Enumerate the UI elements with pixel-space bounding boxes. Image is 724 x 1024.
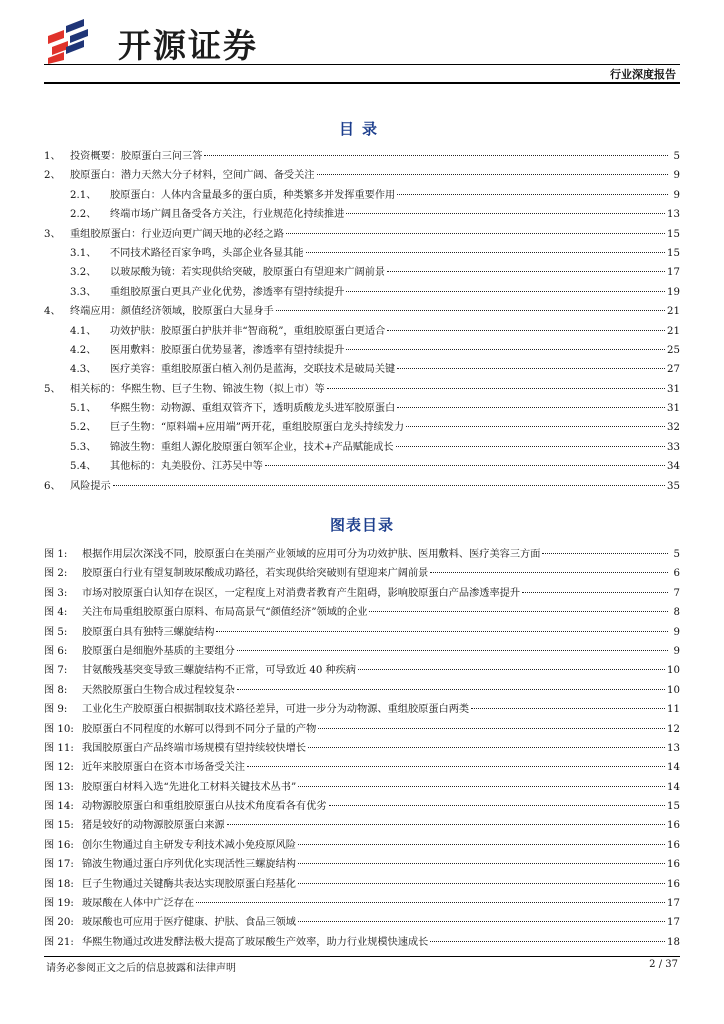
figure-entry[interactable] bbox=[44, 797, 680, 816]
figure-entry-title: 锦波生物通过蛋白序列优化实现活性三螺旋结构 bbox=[82, 859, 296, 871]
toc-entry-num: 4.2、 bbox=[70, 344, 97, 356]
figure-entry-page: 16 bbox=[667, 839, 680, 851]
toc-entry-page: 31 bbox=[667, 383, 680, 395]
toc-entry-title: 其他标的：丸美股份、江苏吴中等 bbox=[110, 461, 263, 473]
toc-entry-num: 4.3、 bbox=[70, 364, 97, 376]
dot-leader bbox=[298, 921, 665, 922]
dot-leader bbox=[387, 271, 665, 272]
toc-title: 目录 bbox=[338, 120, 385, 138]
toc-entry-title: 功效护肤：胶原蛋白护肤并非“智商税”，重组胶原蛋白更适合 bbox=[110, 325, 386, 337]
dot-leader bbox=[522, 592, 668, 593]
toc-entry-page: 5 bbox=[673, 151, 680, 162]
toc-entry-title: 终端市场广阔且备受各方关注，行业规范化持续推进 bbox=[110, 209, 345, 221]
dot-leader bbox=[298, 844, 665, 845]
dot-leader bbox=[113, 485, 665, 486]
figure-entry-title: 创尔生物通过自主研发专利技术减小免疫原风险 bbox=[82, 839, 296, 851]
disclaimer-note: 请务必参阅正文之后的信息披露和法律声明 bbox=[46, 963, 236, 974]
figure-entry-title: 动物源胶原蛋白和重组胶原蛋白从技术角度看各有优劣 bbox=[82, 801, 327, 813]
toc-entry-num: 5.3、 bbox=[70, 441, 97, 453]
toc-entry-num: 2、 bbox=[44, 170, 61, 182]
toc-entry-title: 医用敷料：胶原蛋白优势显著，渗透率有望持续提升 bbox=[110, 344, 345, 356]
figure-entry[interactable] bbox=[44, 739, 680, 758]
figure-entry-title: 胶原蛋白材料入选“先进化工材料关键技术丛书” bbox=[82, 781, 297, 793]
dot-leader bbox=[227, 824, 665, 825]
figure-entry-title: 我国胶原蛋白产品终端市场规模有望持续较快增长 bbox=[82, 742, 307, 754]
toc-entry-page: 9 bbox=[673, 189, 680, 201]
toc-entry-num: 4、 bbox=[44, 306, 61, 318]
figure-entry-num: 图 20: bbox=[44, 917, 74, 929]
toc-entry-title: 风险提示 bbox=[70, 480, 111, 492]
figure-entry-page: 17 bbox=[667, 898, 680, 910]
figure-entry-title: 天然胶原蛋白生物合成过程较复杂 bbox=[82, 684, 235, 696]
figure-entry[interactable] bbox=[44, 720, 680, 739]
toc-entry-title: 锦波生物：重组人源化胶原蛋白领军企业，技术+产品赋能成长 bbox=[110, 441, 394, 453]
toc-entry[interactable] bbox=[44, 457, 680, 476]
figure-entry-title: 工业化生产胶原蛋白根据制取技术路径差异，可进一步分为动物源、重组胶原蛋白两类 bbox=[82, 704, 470, 716]
toc-entry-num: 5.4、 bbox=[70, 461, 97, 473]
page-number: 2 / 37 bbox=[649, 959, 678, 970]
figure-entry[interactable] bbox=[44, 913, 680, 932]
figure-entry[interactable] bbox=[44, 603, 680, 622]
figure-entry-page: 13 bbox=[667, 742, 680, 754]
toc-entry-num: 5、 bbox=[44, 383, 61, 395]
toc-entry-num: 6、 bbox=[44, 480, 61, 492]
dot-leader bbox=[358, 669, 665, 670]
toc-entry[interactable] bbox=[44, 186, 680, 205]
toc-entry[interactable] bbox=[44, 438, 680, 457]
toc-entry-title: 胶原蛋白：潜力天然大分子材料，空间广阔、备受关注 bbox=[70, 170, 315, 182]
dot-leader bbox=[237, 650, 668, 651]
figure-entry-page: 16 bbox=[667, 859, 680, 871]
header-divider bbox=[44, 64, 680, 65]
dot-leader bbox=[237, 689, 665, 690]
figure-entry-page: 14 bbox=[667, 781, 680, 793]
dot-leader bbox=[196, 902, 665, 903]
toc-entry-page: 19 bbox=[667, 286, 680, 298]
toc-entry[interactable] bbox=[44, 263, 680, 282]
toc-entry-page: 33 bbox=[667, 441, 680, 453]
dot-leader bbox=[369, 611, 668, 612]
figure-entry[interactable] bbox=[44, 758, 680, 777]
dot-leader bbox=[327, 388, 665, 389]
toc-entry[interactable] bbox=[44, 477, 680, 496]
dot-leader bbox=[329, 805, 666, 806]
toc-entry-page: 32 bbox=[667, 422, 680, 434]
dot-leader bbox=[276, 310, 665, 311]
figure-entry[interactable] bbox=[44, 778, 680, 797]
figure-entry-num: 图 16: bbox=[44, 839, 74, 851]
brand-logo bbox=[44, 14, 284, 70]
figure-entry[interactable] bbox=[44, 584, 680, 603]
figure-entry-num: 图 18: bbox=[44, 878, 74, 890]
toc-entry-num: 3.3、 bbox=[70, 286, 97, 298]
dot-leader bbox=[397, 194, 668, 195]
dot-leader bbox=[204, 155, 668, 156]
footer-divider bbox=[44, 956, 680, 957]
toc-entry[interactable] bbox=[44, 205, 680, 224]
figure-entry[interactable] bbox=[44, 816, 680, 835]
figure-entry-num: 图 6: bbox=[44, 645, 68, 657]
dot-leader bbox=[397, 368, 665, 369]
toc-entry-title: 不同技术路径百家争鸣，头部企业各显其能 bbox=[110, 247, 304, 259]
toc-entry[interactable] bbox=[44, 418, 680, 437]
toc-entry-title: 医疗美容：重组胶原蛋白植入剂仍是蓝海，交联技术是破局关键 bbox=[110, 364, 396, 376]
figure-entry-title: 胶原蛋白行业有望复制玻尿酸成功路径，若实现供给突破则有望迎来广阔前景 bbox=[82, 568, 429, 580]
figure-entry-num: 图 14: bbox=[44, 801, 74, 813]
brand-name: 开源证券 bbox=[118, 26, 258, 65]
figure-list bbox=[44, 545, 680, 952]
figure-entry-num: 图 17: bbox=[44, 859, 74, 871]
dot-leader bbox=[397, 407, 665, 408]
toc-entry-page: 34 bbox=[667, 461, 680, 473]
figure-entry-page: 9 bbox=[673, 645, 680, 657]
figure-entry[interactable] bbox=[44, 875, 680, 894]
figure-entry-page: 16 bbox=[667, 820, 680, 832]
figure-entry-num: 图 4: bbox=[44, 607, 68, 619]
figure-entry-page: 14 bbox=[667, 762, 680, 774]
figure-entry-page: 11 bbox=[667, 704, 680, 716]
figure-entry-num: 图 15: bbox=[44, 820, 74, 832]
figure-entry-title: 猪是较好的动物源胶原蛋白来源 bbox=[82, 820, 225, 832]
toc-entry-page: 31 bbox=[667, 403, 680, 415]
figure-entry[interactable] bbox=[44, 933, 680, 952]
report-type-label: 行业深度报告 bbox=[610, 68, 676, 81]
toc-entry-page: 21 bbox=[667, 325, 680, 337]
toc-entry-title: 重组胶原蛋白更具产业化优势，渗透率有望持续提升 bbox=[110, 286, 345, 298]
figure-entry-page: 8 bbox=[673, 607, 680, 619]
toc-entry-page: 21 bbox=[667, 306, 680, 318]
dot-leader bbox=[317, 174, 669, 175]
figure-entry-num: 图 2: bbox=[44, 568, 68, 580]
header-divider-thick bbox=[44, 82, 680, 84]
dot-leader bbox=[406, 426, 665, 427]
toc-entry[interactable] bbox=[44, 360, 680, 379]
figure-entry-num: 图 13: bbox=[44, 781, 74, 793]
toc-entry-page: 35 bbox=[667, 480, 680, 492]
figure-entry-num: 图 11: bbox=[44, 742, 74, 754]
toc-entry-page: 9 bbox=[673, 170, 680, 182]
toc-entry-page: 15 bbox=[667, 247, 680, 259]
toc-entry[interactable] bbox=[44, 302, 680, 321]
figure-entry-page: 16 bbox=[667, 878, 680, 890]
figure-entry-title: 胶原蛋白具有独特三螺旋结构 bbox=[82, 626, 215, 638]
figure-entry-title: 甘氨酸残基突变导致三螺旋结构不正常，可导致近 40 种疾病 bbox=[82, 665, 357, 677]
toc-entry[interactable] bbox=[44, 225, 680, 244]
figure-entry[interactable] bbox=[44, 564, 680, 583]
toc-entry[interactable] bbox=[44, 399, 680, 418]
figure-entry-page: 15 bbox=[667, 801, 680, 813]
toc-entry-page: 27 bbox=[667, 364, 680, 376]
toc-entry-title: 华熙生物：动物源、重组双管齐下，透明质酸龙头进军胶原蛋白 bbox=[110, 403, 396, 415]
figure-entry-title: 华熙生物通过改进发酵法极大提高了玻尿酸生产效率，助力行业规模快速成长 bbox=[82, 936, 429, 948]
figure-entry-title: 巨子生物通过关键酶共表达实现胶原蛋白羟基化 bbox=[82, 878, 296, 890]
dot-leader bbox=[387, 330, 665, 331]
dot-leader bbox=[346, 291, 665, 292]
toc-list bbox=[44, 147, 680, 496]
toc-entry-title: 巨子生物：“原料端+应用端”两开花，重组胶原蛋白龙头持续发力 bbox=[110, 422, 405, 434]
figure-entry-num: 图 3: bbox=[44, 587, 68, 599]
figure-entry[interactable] bbox=[44, 623, 680, 642]
toc-entry-title: 投资概要：胶原蛋白三问三答 bbox=[70, 151, 203, 162]
dot-leader bbox=[265, 465, 665, 466]
dot-leader bbox=[298, 863, 665, 864]
figure-entry-num: 图 10: bbox=[44, 723, 74, 735]
dot-leader bbox=[542, 553, 668, 554]
toc-entry-page: 17 bbox=[667, 267, 680, 279]
dot-leader bbox=[216, 631, 668, 632]
toc-entry-num: 5.2、 bbox=[70, 422, 97, 434]
dot-leader bbox=[346, 349, 665, 350]
toc-entry-num: 4.1、 bbox=[70, 325, 97, 337]
toc-entry-num: 3、 bbox=[44, 228, 61, 240]
figure-entry-title: 玻尿酸也可应用于医疗健康、护肤、食品三领域 bbox=[82, 917, 296, 929]
toc-entry-title: 胶原蛋白：人体内含量最多的蛋白质，种类繁多并发挥重要作用 bbox=[110, 189, 396, 201]
toc-entry-num: 1、 bbox=[44, 151, 61, 162]
figure-entry-num: 图 21: bbox=[44, 936, 74, 948]
dot-leader bbox=[318, 728, 665, 729]
figure-list-title: 图表目录 bbox=[329, 516, 394, 534]
toc-entry-title: 重组胶原蛋白：行业迈向更广阔天地的必经之路 bbox=[70, 228, 284, 240]
figure-entry[interactable] bbox=[44, 700, 680, 719]
figure-entry[interactable] bbox=[44, 855, 680, 874]
figure-entry-num: 图 1: bbox=[44, 549, 68, 560]
toc-entry-num: 5.1、 bbox=[70, 403, 97, 415]
figure-entry-page: 5 bbox=[673, 549, 680, 560]
brand-mark-icon bbox=[44, 14, 110, 64]
dot-leader bbox=[430, 941, 665, 942]
figure-entry-page: 17 bbox=[667, 917, 680, 929]
toc-entry-num: 3.2、 bbox=[70, 267, 97, 279]
toc-entry-page: 13 bbox=[667, 209, 680, 221]
figure-entry[interactable] bbox=[44, 545, 680, 564]
figure-entry-title: 关注布局重组胶原蛋白原料、布局高景气“颜值经济”领域的企业 bbox=[82, 607, 368, 619]
toc-entry-page: 25 bbox=[667, 344, 680, 356]
figure-entry-title: 根据作用层次深浅不同，胶原蛋白在美丽产业领域的应用可分为功效护肤、医用敷料、医疗美容三方面 bbox=[82, 549, 541, 560]
dot-leader bbox=[286, 233, 665, 234]
figure-entry-page: 10 bbox=[667, 684, 680, 696]
figure-entry-num: 图 19: bbox=[44, 898, 74, 910]
figure-entry[interactable] bbox=[44, 642, 680, 661]
figure-entry-page: 7 bbox=[673, 587, 680, 599]
dot-leader bbox=[306, 252, 665, 253]
figure-entry-title: 胶原蛋白是细胞外基质的主要组分 bbox=[82, 645, 235, 657]
figure-entry-num: 图 7: bbox=[44, 665, 68, 677]
figure-entry[interactable] bbox=[44, 661, 680, 680]
toc-entry[interactable] bbox=[44, 147, 680, 166]
toc-entry-page: 15 bbox=[667, 228, 680, 240]
toc-entry-num: 2.1、 bbox=[70, 189, 97, 201]
figure-entry-page: 9 bbox=[673, 626, 680, 638]
dot-leader bbox=[298, 883, 665, 884]
figure-entry-page: 12 bbox=[667, 723, 680, 735]
dot-leader bbox=[471, 708, 665, 709]
figure-entry-title: 近年来胶原蛋白在资本市场备受关注 bbox=[82, 762, 245, 774]
dot-leader bbox=[430, 572, 668, 573]
figure-entry-page: 18 bbox=[667, 936, 680, 948]
figure-entry-num: 图 9: bbox=[44, 704, 68, 716]
figure-entry-title: 玻尿酸在人体中广泛存在 bbox=[82, 898, 195, 910]
figure-entry-page: 6 bbox=[673, 568, 680, 580]
dot-leader bbox=[396, 446, 665, 447]
figure-entry-num: 图 5: bbox=[44, 626, 68, 638]
figure-entry[interactable] bbox=[44, 894, 680, 913]
figure-entry-title: 胶原蛋白不同程度的水解可以得到不同分子量的产物 bbox=[82, 723, 317, 735]
dot-leader bbox=[346, 213, 665, 214]
toc-entry[interactable] bbox=[44, 283, 680, 302]
figure-entry-num: 图 8: bbox=[44, 684, 68, 696]
figure-entry[interactable] bbox=[44, 836, 680, 855]
toc-entry-title: 相关标的：华熙生物、巨子生物、锦波生物（拟上市）等 bbox=[70, 383, 325, 395]
toc-entry[interactable] bbox=[44, 322, 680, 341]
figure-entry-num: 图 12: bbox=[44, 762, 74, 774]
toc-entry[interactable] bbox=[44, 166, 680, 185]
figure-entry-title: 市场对胶原蛋白认知存在误区，一定程度上对消费者教育产生阻碍，影响胶原蛋白产品渗透率提升 bbox=[82, 587, 521, 599]
dot-leader bbox=[308, 747, 665, 748]
figure-entry-page: 10 bbox=[667, 665, 680, 677]
toc-entry-num: 2.2、 bbox=[70, 209, 97, 221]
dot-leader bbox=[247, 766, 665, 767]
figure-entry[interactable] bbox=[44, 681, 680, 700]
toc-entry-num: 3.1、 bbox=[70, 247, 97, 259]
toc-entry[interactable] bbox=[44, 380, 680, 399]
toc-entry-title: 以玻尿酸为镜：若实现供给突破，胶原蛋白有望迎来广阔前景 bbox=[110, 267, 386, 279]
toc-entry-title: 终端应用：颜值经济领域，胶原蛋白大显身手 bbox=[70, 306, 274, 318]
toc-entry[interactable] bbox=[44, 341, 680, 360]
toc-entry[interactable] bbox=[44, 244, 680, 263]
dot-leader bbox=[298, 786, 665, 787]
